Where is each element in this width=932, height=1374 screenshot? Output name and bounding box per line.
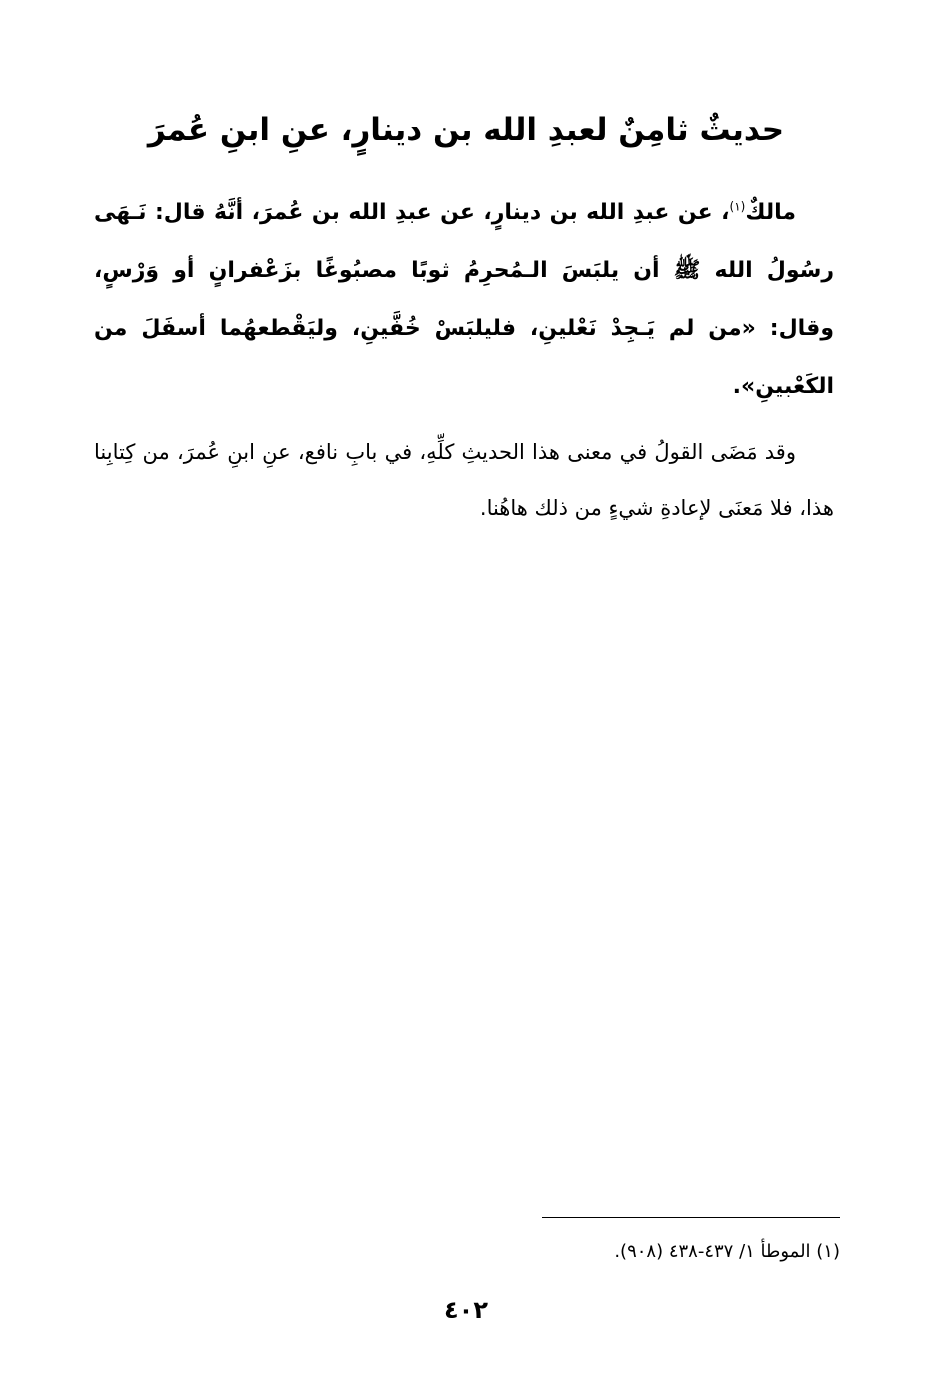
footnote-divider: [542, 1217, 840, 1218]
commentary-paragraph: وقد مَضَى القولُ في معنى هذا الحديثِ كلِّهِ، في بابِ نافع، عنِ ابنِ عُمرَ، من كِتابِنا هذا، فلا مَعنَى لإعادةِ شيءٍ من ذلك هاهُنا.: [94, 440, 834, 520]
narrator-name: مالكٌ: [745, 200, 796, 225]
page-number: ٤٠٢: [444, 1296, 488, 1324]
main-text: [94, 184, 834, 536]
hadith-paragraph: [94, 184, 834, 416]
footnote: (١) الموطأ ١/ ٤٣٧-٤٣٨ (٩٠٨).: [614, 1241, 840, 1262]
hadith-text: ، عن عبدِ الله بن دينارٍ، عن عبدِ الله بن عُمرَ، أنَّهُ قال: نَـهَى رسُولُ الله ﷺ أن يلبَسَ الـمُحرِمُ ثوبًا مصبُوغًا بزَعْفرانٍ أو وَرْسٍ، وقال: «من لم يَـجِدْ نَعْلينِ، فليلبَسْ خُفَّينِ، وليَقْطعهُما أسفَلَ من الكَعْبينِ».: [94, 200, 834, 399]
section-heading: حديثٌ ثامِنٌ لعبدِ الله بن دينارٍ، عنِ ابنِ عُمرَ: [147, 112, 785, 148]
footnote-reference[interactable]: (١): [729, 199, 746, 214]
